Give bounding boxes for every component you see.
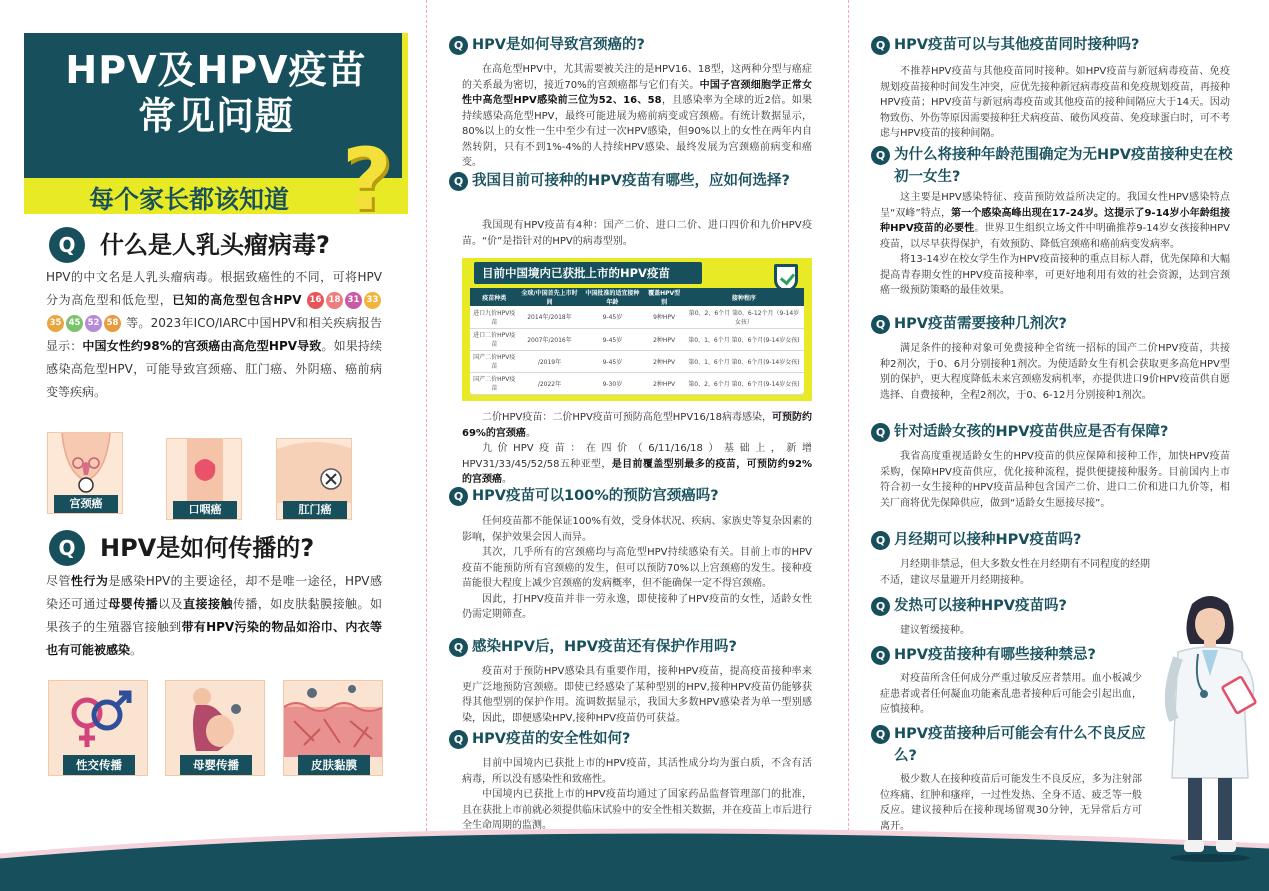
table-header-cell: 疫苗种类 (470, 288, 518, 306)
section-heading: HPV疫苗可以与其他疫苗同时接种吗? (894, 37, 1140, 53)
hpv-type-badge: 35 (47, 315, 64, 332)
question-mark-icon: ? (342, 130, 392, 230)
table-cell: 9-45岁 (581, 306, 645, 328)
cervical-cancer-card (47, 432, 123, 514)
section-heading: HPV疫苗的安全性如何? (472, 731, 631, 747)
pregnant-woman-icon (166, 681, 265, 757)
hpv-definition-text: HPV的中文名是人乳头瘤病毒。根据致癌性的不同，可将HPV分为高危型和低危型，已知的高危型包含HPV 16 18 31 3335 45 52 58 等。2023年ICO/IARC中国HPV和相关疾病报告显示：中国女性约98%的宫颈癌由高危型HPV导致。如果持续感染高危型HPV，可能导致宫颈癌、肛门癌、外阴癌、癌前病变等疾病。 (46, 270, 382, 399)
q-badge-icon: Q (871, 36, 890, 55)
section-heading: HPV疫苗接种有哪些接种禁忌? (894, 647, 1096, 663)
q-badge-icon: Q (449, 172, 468, 191)
section-body: 满足条件的接种对象可免费接种全省统一招标的国产二价HPV疫苗，共接种2剂次，于0、6月分别接种1剂次。为使适龄女生有机会获取更多高危HPV型别的保护，更大程度降低未来宫颈癌发病机率，亦提供进口9价HPV疫苗供自愿选择、自费接种，全程2剂次，于0、6-12月分别接种1剂次。 (880, 343, 1230, 401)
card-label: 宫颈癌 (54, 495, 118, 513)
oropharyngeal-cancer-card (166, 438, 242, 520)
vaccine-table (470, 288, 804, 394)
table-header-cell: 全球/中国首先上市时间 (518, 288, 580, 306)
section-heading: HPV疫苗需要接种几剂次? (894, 316, 1067, 332)
table-row (470, 328, 804, 350)
hpv-type-badge: 31 (345, 292, 362, 309)
q-badge-icon: Q (49, 530, 85, 566)
anal-cancer-card (276, 438, 352, 520)
section-body: 极少数人在接种疫苗后可能发生不良反应，多为注射部位疼痛、红肿和瘙痒，一过性发热、全身不适、疲乏等一般反应。建议接种后在接种现场留观30分钟，无异常后方可离开。 (880, 774, 1142, 832)
section-body: 我省高度重视适龄女生的HPV疫苗的供应保障和接种工作，加快HPV疫苗采购，保障HPV疫苗供应，优化接种流程，提供便捷接种服务。目前国内上市符合初一女生接种的HPV疫苗品种包含国产二价、进口二价和进口九价等，相关厂商将优先保障供应，做到“适龄女生愿接尽接”。 (880, 451, 1230, 509)
q-badge-icon: Q (871, 146, 890, 165)
table-cell: 9种HPV (644, 306, 684, 328)
section-heading: 针对适龄女孩的HPV疫苗供应是否有保障? (894, 424, 1169, 440)
table-cell: 第0、2、6个月 第0、6个月(9-14岁女孩) (684, 372, 804, 394)
table-row (470, 306, 804, 328)
doctor-illustration (1148, 588, 1268, 863)
skin-mucosa-card (283, 680, 383, 776)
q-badge-icon: Q (449, 487, 468, 506)
section-heading: 发热可以接种HPV疫苗吗? (894, 598, 1067, 614)
table-header-cell: 覆盖HPV型别 (644, 288, 684, 306)
q-badge-icon: Q (449, 730, 468, 749)
card-label: 皮肤黏膜 (298, 755, 370, 775)
hpv-type-badge: 58 (104, 315, 121, 332)
page-title: HPV及HPV疫苗常见问题 (65, 48, 367, 138)
section-heading: HPV是如何传播的? (100, 534, 315, 562)
title-banner (24, 33, 408, 230)
table-cell: 2种HPV (644, 328, 684, 350)
skin-layer-icon (284, 681, 383, 757)
uterus-icon (48, 433, 123, 497)
hpv-type-badge: 18 (326, 292, 343, 309)
card-label: 性交传播 (63, 755, 135, 775)
table-cell: 9-30岁 (581, 372, 645, 394)
hpv-type-badge: 45 (66, 315, 83, 332)
fold-line (426, 0, 427, 891)
section-body: 不推荐HPV疫苗与其他疫苗同时接种。如HPV疫苗与新冠病毒疫苗、免疫规划疫苗接种时间发生冲突，应优先接种新冠病毒疫苗和免疫规划疫苗，再接种HPV疫苗；HPV疫苗与新冠病毒疫苗或其他疫苗的接种间隔应大于14天。因动物致伤、外伤等原因需要接种狂犬病疫苗、破伤风疫苗、免疫球蛋白时，可不考虑与HPV疫苗的接种间隔。 (880, 66, 1230, 139)
q-badge-icon: Q (871, 531, 890, 550)
section-heading: 什么是人乳头瘤病毒? (100, 231, 330, 259)
table-cell: 2014年/2018年 (518, 306, 580, 328)
section-heading: HPV是如何导致宫颈癌的? (472, 37, 645, 53)
gender-symbols-icon (49, 681, 148, 757)
q-badge-icon: Q (871, 646, 890, 665)
vaccine-table-panel (462, 258, 812, 401)
mother-to-child-card (165, 680, 265, 776)
sexual-transmission-card (48, 680, 148, 776)
section-heading: HPV疫苗接种后可能会有什么不良反应么? (894, 726, 1146, 764)
q-badge-icon: Q (871, 423, 890, 442)
section-body: 建议暂缓接种。 (900, 625, 970, 636)
table-cell: 进口九价HPV疫苗 (470, 306, 518, 328)
q-badge-icon: Q (871, 725, 890, 744)
table-body (470, 306, 804, 394)
transmission-text: 尽管性行为是感染HPV的主要途径，却不是唯一途径，HPV感染还可通过母婴传播以及直接接触传播，如皮肤黏膜接触。如果孩子的生殖器官接触到带有HPV污染的物品如浴巾、内衣等也有可能被感染。 (46, 574, 382, 657)
fold-line (848, 0, 849, 891)
table-cell: 2种HPV (644, 350, 684, 372)
table-cell: 2种HPV (644, 372, 684, 394)
table-cell: /2022年 (518, 372, 580, 394)
table-row (470, 372, 804, 394)
card-label: 口咽癌 (173, 501, 237, 519)
table-cell: /2019年 (518, 350, 580, 372)
section-body: 对疫苗所含任何成分严重过敏反应者禁用。血小板减少症患者或者任何凝血功能紊乱患者接种后可能会引起出血，应慎接种。 (880, 673, 1142, 715)
table-header-row (470, 288, 804, 306)
table-cell: 2007年/2016年 (518, 328, 580, 350)
section-body: 我国现有HPV疫苗有4种：国产二价、进口二价、进口四价和九价HPV疫苗。“价”是指针对的HPV的病毒型别。 (462, 220, 812, 247)
section-body: 月经期非禁忌，但大多数女性在月经期有不同程度的经期不适，建议尽量避开月经期接种。 (880, 559, 1150, 586)
table-cell: 国产二价HPV疫苗 (470, 350, 518, 372)
section-heading: 月经期可以接种HPV疫苗吗? (894, 532, 1082, 548)
q-badge-icon: Q (871, 597, 890, 616)
section-body: 疫苗对于预防HPV感染具有重要作用，接种HPV疫苗，提高疫苗接种率来更广泛地预防宫颈癌。即使已经感染了某种型别的HPV,接种HPV疫苗仍能够获得其他型别的保护作用。流调数据显示，我国大多数HPV感染者为单一型别感染，因此，即便感染HPV,接种HPV疫苗仍可获益。 (462, 666, 812, 724)
section-body: 在高危型HPV中，尤其需要被关注的是HPV16、18型，这两种分型与癌症的关系最为密切，接近70%的宫颈癌都与它们有关。中国子宫颈细胞学正常女性中高危型HPV感染前三位为52、16、58，且感染率为全球的近2倍。如果持续感染高危型HPV，最终可能进展为癌前病变或宫颈癌。有统计数据显示，80%以上的女性一生中至少有过一次HPV感染，但90%以上的女性在两年内自然转阴，只有不到1%-4%的人持续HPV感染、最终发展为宫颈癌前病变和癌变。 (462, 64, 813, 168)
section-body: 这主要是HPV感染特征、疫苗预防效益所决定的。我国女性HPV感染特点呈“双峰”特点，第一个感染高峰出现在17-24岁。这提示了9-14岁小年龄组接种HPV疫苗的必要性。世界卫生组织立场文件中明确推荐9-14岁女孩接种HPV疫苗，以尽早获得保护，有效预防、降低宫颈癌和癌前病变发病率。 将13-14岁在校女学生作为HPV疫苗接种的重点目标人群，优先保障和大幅提高青春期女性的HPV疫苗接种率，可更好地利用有效的社会资源，达到宫颈癌一级预防策略的最佳效果。 (880, 192, 1231, 296)
throat-icon (167, 439, 242, 503)
table-cell: 国产二价HPV疫苗 (470, 372, 518, 394)
q-badge-icon: Q (871, 315, 890, 334)
hpv-type-badge: 52 (85, 315, 102, 332)
section-body: 二价HPV疫苗：二价HPV疫苗可预防高危型HPV16/18病毒感染，可预防约69%的宫颈癌。 九价HPV疫苗：在四价（6/11/16/18）基础上，新增HPV31/33/45/52/58五种亚型，是目前覆盖型别最多的疫苗，可预防约92%的宫颈癌。 (462, 412, 812, 485)
table-cell: 进口二价HPV疫苗 (470, 328, 518, 350)
table-cell: 9-45岁 (581, 350, 645, 372)
hpv-type-badge: 16 (307, 292, 324, 309)
q-badge-icon: Q (49, 227, 85, 263)
section-heading: 感染HPV后，HPV疫苗还有保护作用吗? (472, 639, 737, 655)
table-cell: 第0、1、6个月 第0、6个月(9-14岁女孩) (684, 350, 804, 372)
section-heading: HPV疫苗可以100%的预防宫颈癌吗? (472, 488, 719, 504)
card-label: 肛门癌 (283, 501, 347, 519)
section-heading: 为什么将接种年龄范围确定为无HPV疫苗接种史在校初一女生? (894, 147, 1233, 185)
q-badge-icon: Q (449, 36, 468, 55)
hpv-type-badge: 33 (364, 292, 381, 309)
section-heading: 我国目前可接种的HPV疫苗有哪些，应如何选择? (472, 173, 790, 189)
section-body: 目前中国境内已获批上市的HPV疫苗，其活性成分均为蛋白质，不含有活病毒，所以没有感染性和致癌性。 中国境内已获批上市的HPV疫苗均通过了国家药品监督管理部门的批准，且在获批上市前就必须提供临床试验中的安全性相关数据，并在疫苗上市后进行全生命周期的监测。 (462, 758, 812, 831)
table-header-cell: 接种程序 (684, 288, 804, 306)
q-badge-icon: Q (449, 638, 468, 657)
table-cell: 9-45岁 (581, 328, 645, 350)
table-cell: 第0、2、6个月 第0、6-12个月（9-14岁女孩） (684, 306, 804, 328)
table-row (470, 350, 804, 372)
table-cell: 第0、1、6个月 第0、6个月(9-14岁女孩) (684, 328, 804, 350)
table-header-cell: 中国批准的适宜接种年龄 (581, 288, 645, 306)
section-body: 任何疫苗都不能保证100%有效，受身体状况、疾病、家族史等复杂因素的影响，保护效果会因人而异。 其次，几乎所有的宫颈癌均与高危型HPV持续感染有关。目前上市的HPV疫苗不能预防所有宫颈癌的发生，但可以预防70%以上宫颈癌的发生。接种疫苗能很大程度上减少宫颈癌的发病概率，但不能确保一定不得宫颈癌。 因此，打HPV疫苗并非一劳永逸，即使接种了HPV疫苗的女性，适龄女性仍需定期筛查。 (462, 516, 812, 620)
pelvis-icon (277, 439, 352, 503)
table-title: 目前中国境内已获批上市的HPV疫苗 (474, 262, 702, 284)
page-subtitle: 每个家长都该知道 (88, 185, 289, 214)
card-label: 母婴传播 (180, 755, 252, 775)
